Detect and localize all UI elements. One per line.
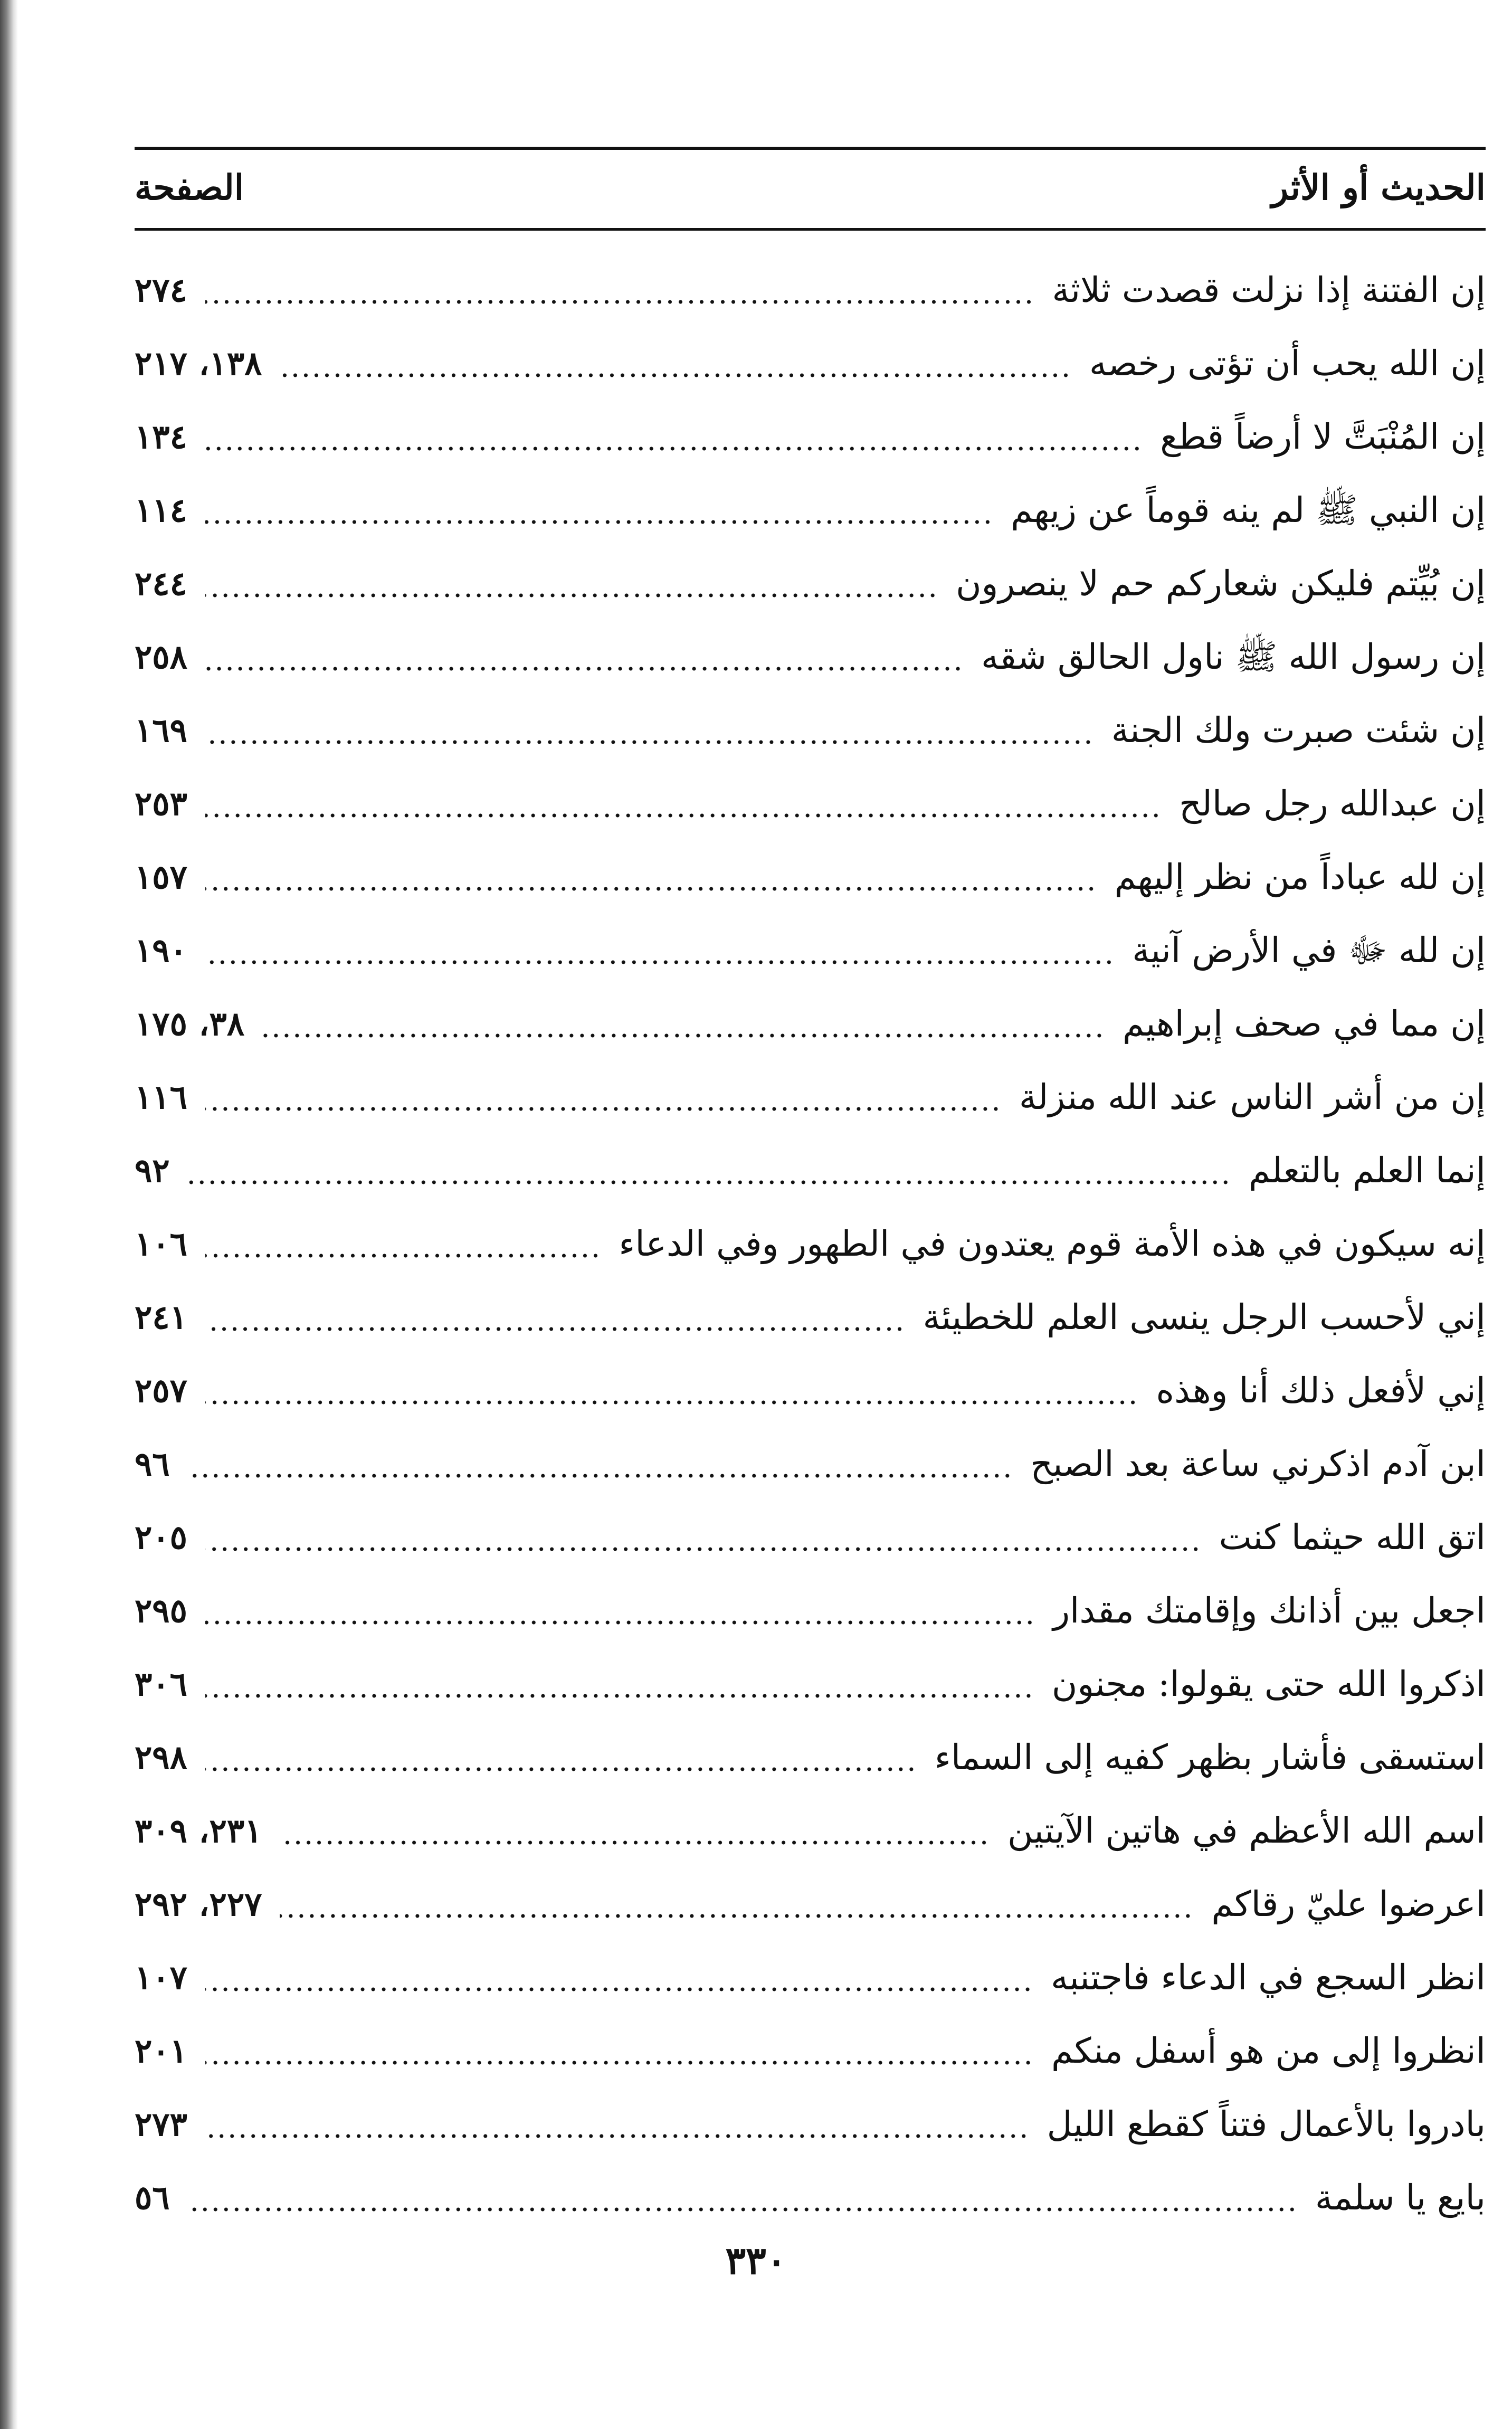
entry-text: إني لأفعل ذلك أنا وهذه	[1156, 1370, 1486, 1411]
dot-leader	[205, 1620, 1035, 1625]
entry-text: استسقى فأشار بظهر كفيه إلى السماء	[934, 1737, 1486, 1778]
entry-text: إن شئت صبرت ولك الجنة	[1111, 709, 1486, 751]
dot-leader	[205, 2133, 1029, 2139]
index-entry	[135, 1794, 1486, 1867]
dot-leader	[205, 1767, 917, 1772]
entry-page-numbers: ٢٥٣	[135, 784, 187, 823]
dot-leader	[205, 1693, 1034, 1699]
entry-page-numbers: ١٣٨، ٢١٧	[135, 344, 262, 383]
index-entry	[135, 473, 1486, 547]
entry-text: إني لأحسب الرجل ينسى العلم للخطيئة	[923, 1296, 1486, 1337]
entry-page-numbers: ١١٤	[135, 490, 187, 529]
index-entry	[135, 1354, 1486, 1427]
dot-leader	[205, 1987, 1033, 1992]
entry-text: اجعل بين أذانك وإقامتك مقدار	[1053, 1590, 1486, 1631]
entry-text: ابن آدم اذكرني ساعة بعد الصبح	[1030, 1443, 1486, 1484]
dot-leader	[205, 1253, 601, 1258]
dot-leader	[205, 519, 993, 525]
index-entry	[135, 253, 1486, 327]
entry-text: إن عبدالله رجل صالح	[1179, 783, 1486, 824]
dot-leader	[205, 1106, 1001, 1112]
index-entries	[135, 253, 1486, 2234]
entry-page-numbers: ١٠٦	[135, 1224, 187, 1263]
entry-text: إن مما في صحف إبراهيم	[1123, 1003, 1486, 1044]
dot-leader	[205, 813, 1161, 818]
header-rule	[135, 228, 1486, 231]
index-entry	[135, 1867, 1486, 1941]
dot-leader	[205, 1326, 905, 1332]
entry-page-numbers: ٢٩٥	[135, 1591, 187, 1630]
binding-edge-shadow	[0, 0, 18, 2429]
index-entry	[135, 327, 1486, 400]
entry-text: اعرضوا عليّ رقاكم	[1211, 1883, 1486, 1924]
index-entry	[135, 2014, 1486, 2088]
entry-page-numbers: ٢٤١	[135, 1297, 187, 1336]
entry-text: اتق الله حيثما كنت	[1219, 1516, 1486, 1558]
entry-page-numbers: ١٠٧	[135, 1958, 187, 1997]
entry-page-numbers: ٢٣١، ٣٠٩	[135, 1811, 262, 1850]
entry-page-numbers: ١٦٩	[135, 710, 187, 749]
index-entry	[135, 547, 1486, 620]
entry-text: اسم الله الأعظم في هاتين الآيتين	[1007, 1810, 1486, 1851]
header-page-label: الصفحة	[135, 167, 244, 208]
dot-leader	[205, 1546, 1201, 1552]
entry-text: إن رسول الله ﷺ ناول الحالق شقه	[981, 636, 1486, 677]
header-hadith-label: الحديث أو الأثر	[1271, 167, 1486, 208]
index-entry	[135, 987, 1486, 1060]
entry-page-numbers: ٢٥٧	[135, 1371, 187, 1410]
entry-text: انظر السجع في الدعاء فاجتنبه	[1050, 1957, 1486, 1998]
entry-page-numbers: ٥٦	[135, 2178, 170, 2217]
entry-text: إن المُنْبَتَّ لا أرضاً قطع	[1160, 416, 1486, 457]
page-number: ٣٣٠	[725, 2238, 787, 2283]
entry-page-numbers: ٢٧٤	[135, 270, 187, 309]
entry-page-numbers: ٩٦	[135, 1444, 170, 1483]
entry-page-numbers: ٣٠٦	[135, 1664, 187, 1703]
index-entry	[135, 1427, 1486, 1501]
entry-page-numbers: ٢٧٣	[135, 2104, 187, 2143]
dot-leader	[205, 666, 963, 671]
entry-page-numbers: ٩٢	[135, 1151, 170, 1190]
index-entry	[135, 1134, 1486, 1207]
index-entry	[135, 1941, 1486, 2014]
index-entry	[135, 620, 1486, 694]
entry-text: إن الفتنة إذا نزلت قصدت ثلاثة	[1052, 269, 1486, 310]
entry-text: إن لله عباداً من نظر إليهم	[1114, 856, 1486, 897]
dot-leader	[188, 1180, 1231, 1185]
entry-page-numbers: ١٥٧	[135, 857, 187, 896]
index-entry	[135, 694, 1486, 767]
dot-leader	[188, 2207, 1297, 2212]
entry-page-numbers: ٢٤٤	[135, 564, 187, 603]
index-entry	[135, 2088, 1486, 2161]
entry-page-numbers: ٣٨، ١٧٥	[135, 1004, 245, 1043]
entry-text: اذكروا الله حتى يقولوا: مجنون	[1051, 1663, 1486, 1704]
dot-leader	[205, 886, 1097, 891]
top-rule	[135, 147, 1486, 150]
entry-page-numbers: ١٣٤	[135, 417, 187, 456]
entry-page-numbers: ٢٢٧، ٢٩٢	[135, 1884, 262, 1923]
dot-leader	[188, 1473, 1013, 1478]
dot-leader	[205, 593, 938, 598]
index-entry	[135, 1501, 1486, 1574]
entry-text: إنه سيكون في هذه الأمة قوم يعتدون في الطهور وفي الدعاء	[619, 1223, 1486, 1264]
dot-leader	[262, 1033, 1105, 1038]
dot-leader	[205, 2060, 1033, 2065]
index-entry	[135, 840, 1486, 914]
index-entry	[135, 1060, 1486, 1134]
entry-text: بادروا بالأعمال فتناً كقطع الليل	[1047, 2103, 1486, 2145]
dot-leader	[205, 446, 1142, 451]
dot-leader	[280, 373, 1071, 378]
index-entry	[135, 1721, 1486, 1794]
dot-leader	[205, 299, 1034, 305]
dot-leader	[205, 1400, 1138, 1405]
dot-leader	[280, 1913, 1193, 1919]
index-entry	[135, 914, 1486, 987]
index-entry	[135, 2161, 1486, 2234]
dot-leader	[205, 739, 1093, 745]
entry-page-numbers: ١١٦	[135, 1077, 187, 1116]
dot-leader	[205, 960, 1114, 965]
index-entry	[135, 767, 1486, 840]
index-header	[135, 158, 1486, 216]
entry-text: بايع يا سلمة	[1315, 2177, 1486, 2218]
entry-text: إن بُيِّتم فليكن شعاركم حم لا ينصرون	[956, 563, 1486, 604]
index-entry	[135, 400, 1486, 473]
entry-text: إنما العلم بالتعلم	[1248, 1150, 1486, 1191]
entry-page-numbers: ٢٥٨	[135, 637, 187, 676]
entry-text: إن لله ﷻ في الأرض آنية	[1132, 929, 1486, 971]
index-entry	[135, 1207, 1486, 1280]
entry-text: إن النبي ﷺ لم ينه قوماً عن زيهم	[1011, 489, 1486, 530]
entry-page-numbers: ٢٠٥	[135, 1517, 187, 1557]
dot-leader	[280, 1840, 990, 1845]
index-entry	[135, 1574, 1486, 1647]
entry-page-numbers: ٢٩٨	[135, 1738, 187, 1777]
entry-text: إن من أشر الناس عند الله منزلة	[1019, 1076, 1486, 1117]
entry-text: إن الله يحب أن تؤتى رخصه	[1089, 343, 1486, 384]
entry-page-numbers: ١٩٠	[135, 931, 187, 970]
index-entry	[135, 1647, 1486, 1721]
entry-text: انظروا إلى من هو أسفل منكم	[1051, 2030, 1486, 2071]
entry-page-numbers: ٢٠١	[135, 2031, 187, 2070]
index-entry	[135, 1280, 1486, 1354]
